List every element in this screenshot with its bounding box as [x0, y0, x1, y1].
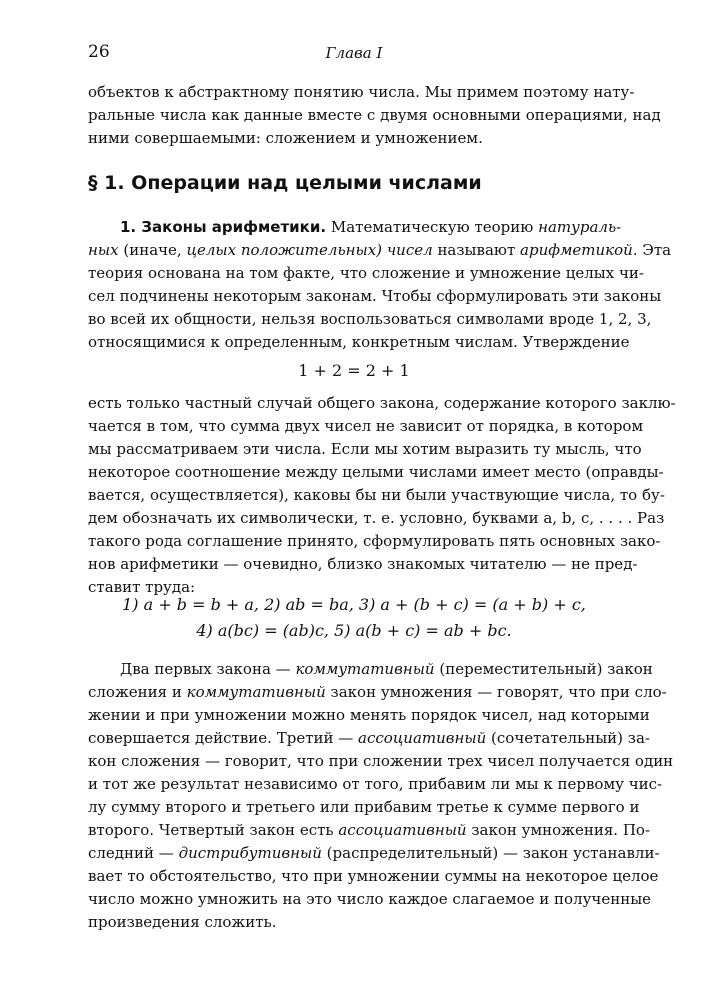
running-header: Глава I — [325, 44, 383, 62]
text-line: совершается действие. Третий — ассоциативный (сочетательный) за- — [88, 729, 650, 747]
text-line: есть только частный случай общего закона, содержание которого заклю- — [88, 394, 676, 412]
text-line: произведения сложить. — [88, 913, 277, 931]
text-line: такого рода соглашение принято, сформулировать пять основных зако- — [88, 532, 661, 550]
text-line: число можно умножить на это число каждое слагаемое и полученные — [88, 890, 652, 908]
text-line: сложения и коммутативный закон умножения — говорят, что при сло- — [88, 683, 667, 701]
laws-row-2: 4) a(bc) = (ab)c, 5) a(b + c) = ab + bc. — [196, 621, 512, 640]
text-line: объектов к абстрактному понятию числа. Мы примем поэтому нату- — [88, 83, 635, 101]
text-line: следний — дистрибутивный (распределительный) — закон устанавли- — [88, 844, 660, 862]
text-line: и тот же результат независимо от того, прибавим ли мы к первому чис- — [88, 775, 663, 793]
text-line: лу сумму второго и третьего или прибавим третье к сумме первого и — [88, 798, 640, 816]
text-line: теория основана на том факте, что сложение и умножение целых чи- — [88, 264, 644, 282]
subsection-first-line: 1. Законы арифметики. Математическую теорию натураль- — [120, 218, 622, 236]
text-line: мы рассматриваем эти числа. Если мы хотим выразить ту мысль, что — [88, 440, 642, 458]
text-line: относящимися к определенным, конкретным числам. Утверждение — [88, 333, 630, 351]
page-number: 26 — [88, 42, 110, 62]
text-line: вается, осуществляется), каковы бы ни были участвующие числа, то бу- — [88, 486, 665, 504]
section-heading: § 1. Операции над целыми числами — [88, 172, 482, 194]
text-line: некоторое соотношение между целыми числами имеет место (оправды- — [88, 463, 664, 481]
text-line: вает то обстоятельство, что при умножении суммы на некоторое целое — [88, 867, 659, 885]
text-line: жении и при умножении можно менять порядок чисел, над которыми — [88, 706, 650, 724]
text-line: Два первых закона — коммутативный (переместительный) закон — [120, 660, 653, 678]
text-line: сел подчинены некоторым законам. Чтобы сформулировать эти законы — [88, 287, 662, 305]
text-line: ральные числа как данные вместе с двумя основными операциями, над — [88, 106, 661, 124]
text-line: нов арифметики — очевидно, близко знакомых читателю — не пред- — [88, 555, 638, 573]
text-line: кон сложения — говорит, что при сложении трех чисел получается один — [88, 752, 674, 770]
text-line: чается в том, что сумма двух чисел не зависит от порядка, в котором — [88, 417, 644, 435]
laws-row-1: 1) a + b = b + a, 2) ab = ba, 3) a + (b + c) = (a + b) + c, — [122, 595, 586, 614]
text-line: второго. Четвертый закон есть ассоциативный закон умножения. По- — [88, 821, 651, 839]
text-line: дем обозначать их символически, т. е. условно, буквами a, b, c, . . . . Раз — [88, 509, 665, 527]
text-line: во всей их общности, нельзя воспользоваться символами вроде 1, 2, 3, — [88, 310, 652, 328]
subsection-heading: 1. Законы арифметики. — [120, 218, 327, 236]
text-line: ных (иначе, целых положительных) чисел называют арифметикой. Эта — [88, 241, 672, 259]
text-line: ставит труда: — [88, 578, 196, 596]
text-line: ними совершаемыми: сложением и умножением. — [88, 129, 483, 147]
equation: 1 + 2 = 2 + 1 — [298, 361, 410, 380]
